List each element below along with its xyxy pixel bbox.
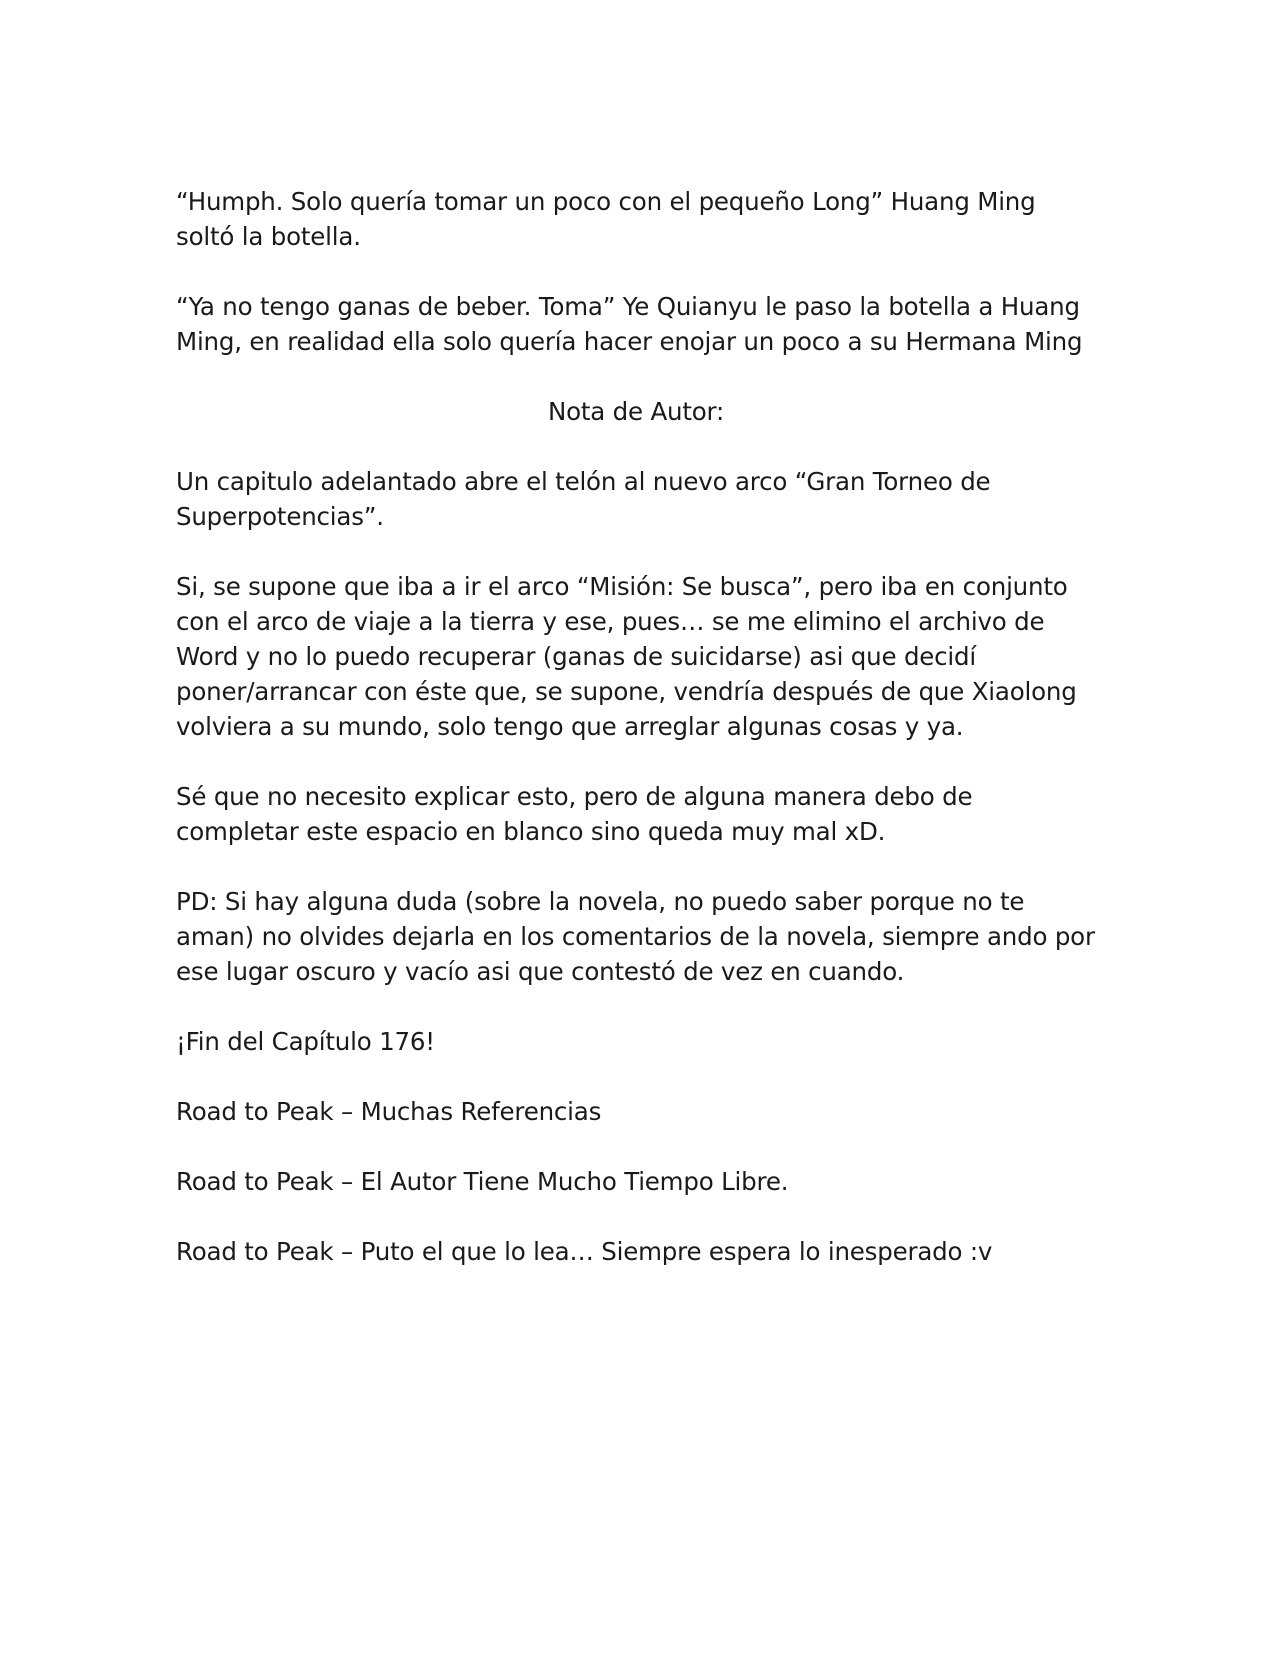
road-to-peak-line-1: Road to Peak – Muchas Referencias (176, 1097, 602, 1126)
dialogue-paragraph-2: “Ya no tengo ganas de beber. Toma” Ye Quianyu le paso la botella a Huang Ming, en realidad ella solo quería hacer enojar un poco a su Hermana Ming (176, 292, 1083, 356)
dialogue-paragraph-1: “Humph. Solo quería tomar un poco con el pequeño Long” Huang Ming soltó la botella. (176, 187, 1036, 251)
author-note-paragraph-3: Sé que no necesito explicar esto, pero de alguna manera debo de completar este espacio en blanco sino queda muy mal xD. (176, 782, 973, 846)
author-note-heading: Nota de Autor: (547, 397, 725, 426)
author-note-paragraph-2: Si, se supone que iba a ir el arco “Misión: Se busca”, pero iba en conjunto con el arco de viaje a la tierra y ese, pues… se me elimino el archivo de Word y no lo puedo recuperar (ganas de suicidarse) asi que decidí poner/arrancar con éste que, se supone, vendría después de que Xiaolong volviera a su mundo, solo tengo que arreglar algunas cosas y ya. (176, 572, 1077, 741)
author-note-paragraph-4: PD: Si hay alguna duda (sobre la novela, no puedo saber porque no te aman) no olvides dejarla en los comentarios de la novela, siempre ando por ese lugar oscuro y vacío asi que contestó de vez en cuando. (176, 887, 1095, 986)
road-to-peak-line-3: Road to Peak – Puto el que lo lea… Siempre espera lo inesperado :v (176, 1237, 993, 1266)
road-to-peak-line-2: Road to Peak – El Autor Tiene Mucho Tiempo Libre. (176, 1167, 789, 1196)
chapter-end-line: ¡Fin del Capítulo 176! (176, 1027, 435, 1056)
document-body (176, 184, 1096, 1304)
author-note-paragraph-1: Un capitulo adelantado abre el telón al nuevo arco “Gran Torneo de Superpotencias”. (176, 467, 991, 531)
